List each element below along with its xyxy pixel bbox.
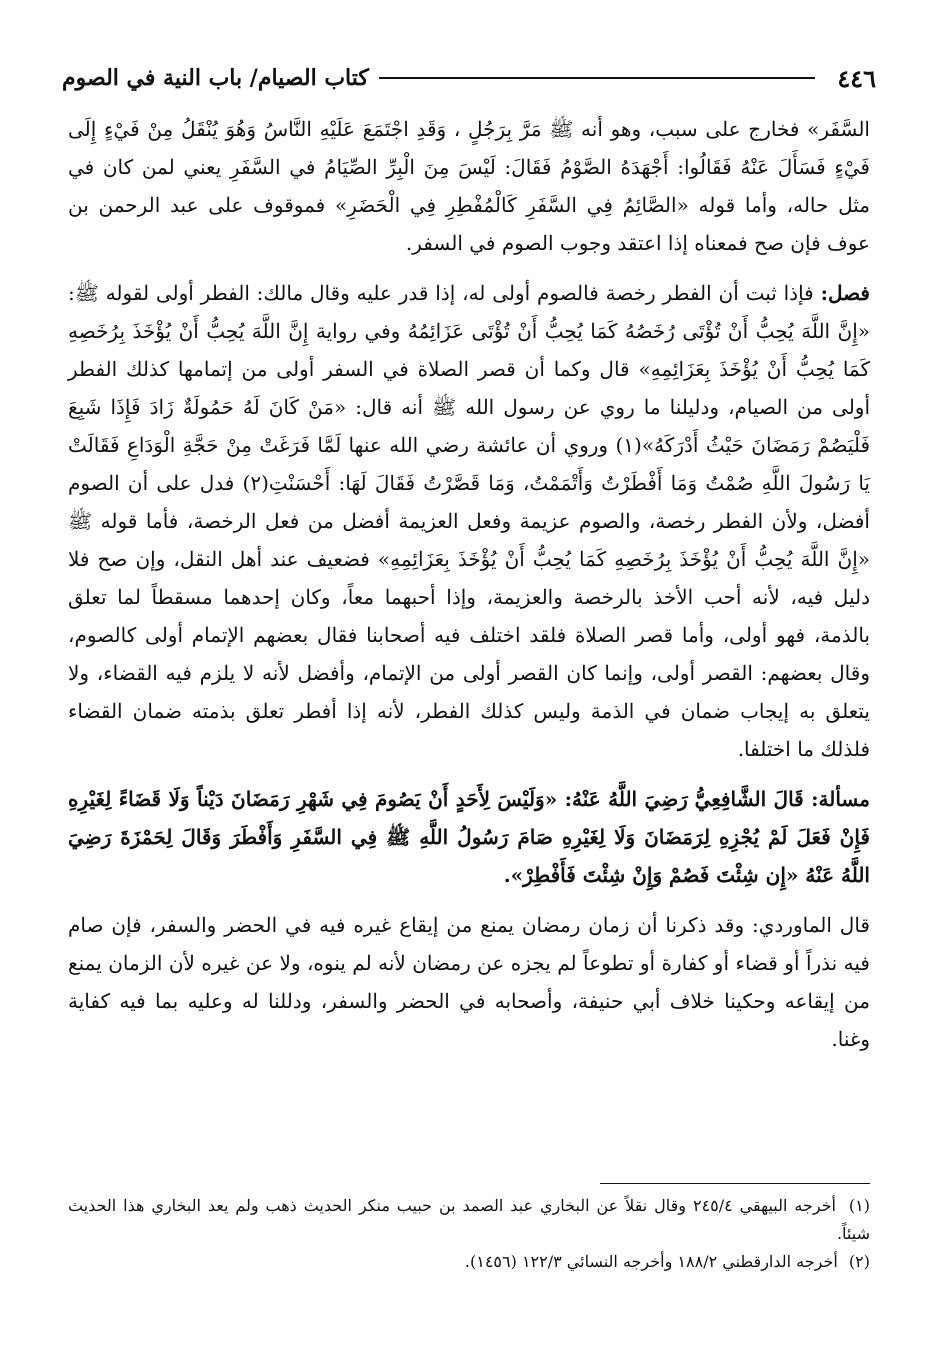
footnote-text: أخرجه البيهقي ٢٤٥/٤ وقال نقلاً عن البخاري عبد الصمد بن حبيب منكر الحديث ذهب ولم يعد البخاري هذا الحديث شيئاً.: [68, 1196, 870, 1243]
paragraph: [68, 110, 870, 262]
section-lead: فصل:: [820, 281, 870, 305]
footnote-number: (١): [848, 1196, 871, 1215]
header-rule: [379, 77, 815, 79]
paragraph: [68, 906, 870, 1058]
main-text: [68, 110, 870, 1070]
running-header: [62, 58, 876, 98]
paragraph-text: رَضِيَ اللَّهُ عَنْهُ: «وَلَيْسَ لِأَحَدٍ أَنْ يَصُومَ فِي شَهْرِ رَمَضَانَ دَيْناً وَلَا قَضَاءً لِغَيْرِهِ فَإِنْ فَعَلَ لَمْ يُجْزِهِ لِرَمَضَانَ وَلَا لِغَيْرِهِ صَامَ رَسُولُ اللَّهِ ﷺ فِي السَّفَرِ وَأَفْطَرَ وَقَالَ لِحَمْزَةَ رَضِيَ اللَّهُ عَنْهُ «إِن شِئْتَ فَصُمْ وَإِنْ شِئْتَ فَأَفْطِرْ».: [68, 787, 870, 887]
running-title: كتاب الصيام/ باب النية في الصوم: [62, 65, 369, 91]
paragraph: [68, 780, 870, 894]
paragraph: [68, 274, 870, 768]
page-number: ٤٤٦: [837, 63, 876, 93]
paragraph-text: فإذا ثبت أن الفطر رخصة فالصوم أولى له، إذا قدر عليه وقال مالك: الفطر أولى لقوله ﷺ: «إِنَّ اللَّهَ يُحِبُّ أَنْ تُؤْتَى رُخَصُهُ كَمَا يُحِبُّ أَنْ تُؤْتَى عَزَائِمُهُ وفي رواية إِنَّ اللَّهَ يُحِبُّ أَنْ يُؤْخَذَ بِرُخَصِهِ كَمَا يُحِبُّ أَنْ يُؤْخَذَ بِعَزَائِمِهِ» قال وكما أن قصر الصلاة في السفر أولى من إتمامها كذلك الفطر أولى من الصيام، ودليلنا ما روي عن رسول الله ﷺ أنه قال: «مَنْ كَانَ لَهُ حَمُولَةٌ زَادَ فَإِذَا شَبِعَ فَلْيَصُمْ رَمَضَانَ حَيْثُ أَدْرَكَهُ»(١) وروي أن عائشة رضي الله عنها لَمَّا فَرَغَتْ مِنْ حَجَّةِ الْوَدَاعِ فَقَالَتْ يَا رَسُولَ اللَّهِ صُمْتُ وَمَا أَفْطَرْتُ وَأَتْمَمْتُ، وَمَا قَصَّرْتُ فَقَالَ لَهَا: أَحْسَنْتِ(٢) فدل على أن الصوم أفضل، ولأن الفطر رخصة، والصوم عزيمة وفعل العزيمة أفضل من فعل الرخصة، فأما قوله ﷺ «إِنَّ اللَّهَ يُحِبُّ أَنْ يُؤْخَذَ بِرُخَصِهِ كَمَا يُحِبُّ أَنْ يُؤْخَذَ بِعَزَائِمِهِ» فضعيف عند أهل النقل، وإن صح فلا دليل فيه، لأنه أحب الأخذ بالرخصة والعزيمة، وإذا أحبهما معاً، وكان إحدهما مسقطاً لما تعلق بالذمة، فهو أولى، وأما قصر الصلاة فلقد اختلف فيه أصحابنا فقال بعضهم الإتمام أولى كالصوم، وقال بعضهم: القصر أولى، وإنما كان القصر أولى من الإتمام، وأفضل لأنه لا يلزم فيه القضاء، ولا يتعلق به إيجاب ضمان في الذمة وليس كذلك الفطر، لأنه إذا أفطر تعلق بذمته ضمان القضاء فلذلك ما اختلفا.: [68, 281, 871, 761]
paragraph-text: قال الماوردي: وقد ذكرنا أن زمان رمضان يمنع من إيقاع غيره فيه في الحضر والسفر، فإن صام فيه نذراً أو قضاء أو كفارة أو تطوعاً لم يجزه عن رمضان لأنه لم ينوه، ولا عن غيره لأن الزمان يمنع من إيقاعه وحكينا خلاف أبي حنيفة، وأصحابه في الحضر والسفر، ودللنا له وعليه بما فيه كفاية وغنا.: [68, 913, 870, 1051]
footnote: [68, 1192, 870, 1248]
footnote-number: (٢): [848, 1252, 870, 1271]
section-lead: مسألة: قَالَ الشَّافِعِيُّ: [694, 787, 870, 811]
footnotes: [68, 1192, 870, 1276]
footnote-divider: [600, 1183, 870, 1184]
footnote: [68, 1248, 870, 1276]
paragraph-text: السَّفَر» فخارج على سبب، وهو أنه ﷺ مَرَّ بِرَجُلٍ ، وَقَدِ اجْتَمَعَ عَلَيْهِ النَّاسُ وَهُوَ يُنْقَلُ مِنْ فَيْءٍ إِلَى فَيْءٍ فَسَأَلَ عَنْهُ فَقَالُوا: أَجْهَدَهُ الصَّوْمُ فَقَالَ: لَيْسَ مِنَ الْبِرِّ الصِّيَامُ في السَّفَرِ يعني لمن كان في مثل حاله، وأما قوله «الصَّائِمُ فِي السَّفَرِ كَالْمُفْطِرِ فِي الْحَضَرِ» فموقوف على عبد الرحمن بن عوف فإن صح فمعناه إذا اعتقد وجوب الصوم في السفر.: [68, 117, 870, 255]
footnote-text: أخرجه الدارقطني ١٨٨/٢ وأخرجه النسائي ١٢٢/٣ (١٤٥٦).: [464, 1252, 838, 1271]
